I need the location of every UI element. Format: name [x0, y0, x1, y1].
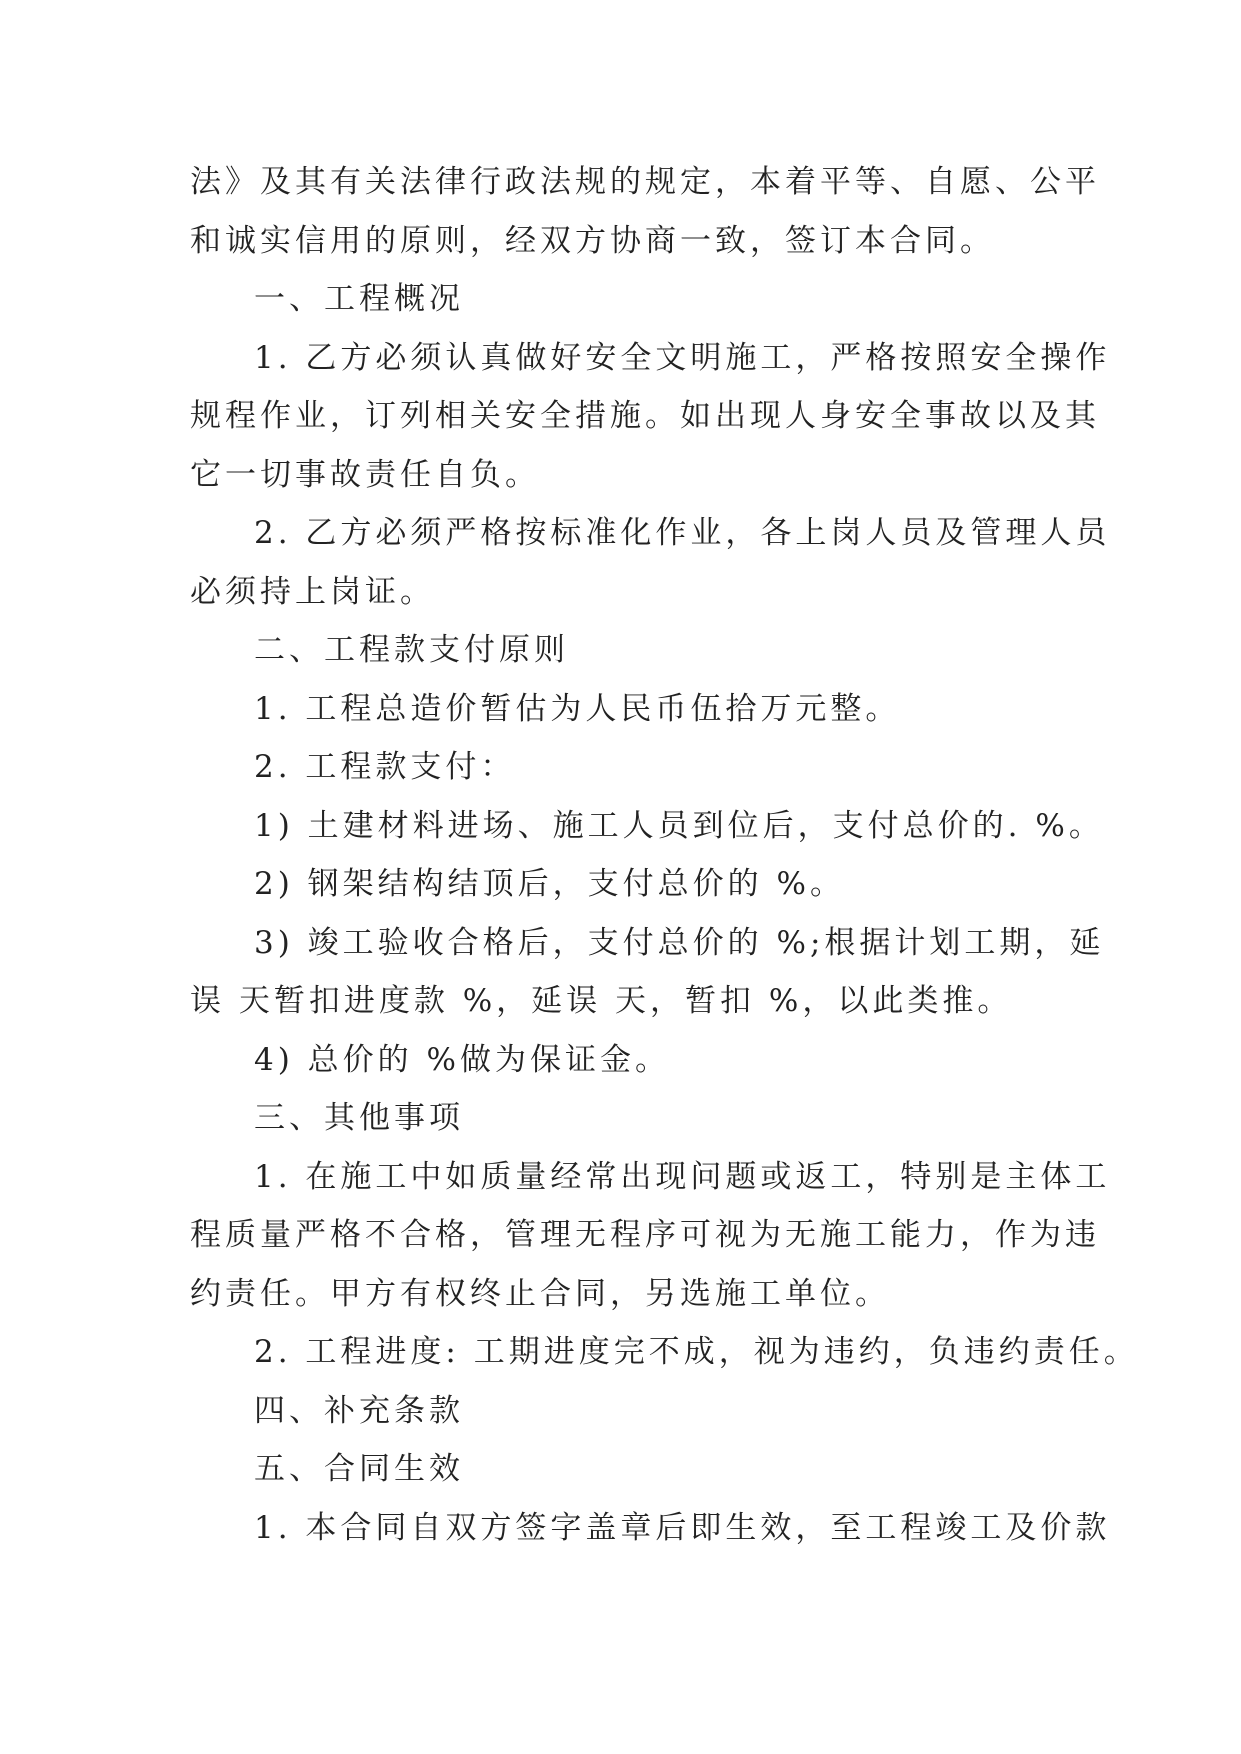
- text-line: 程质量严格不合格，管理无程序可视为无施工能力，作为违: [190, 1217, 1100, 1253]
- text-line: 4) 总价的 %做为保证金。: [254, 1041, 670, 1078]
- section-heading-contract-effectiveness: 五、合同生效: [254, 1451, 464, 1487]
- text-line: 规程作业，订列相关安全措施。如出现人身安全事故以及其: [190, 398, 1100, 434]
- text-line: 约责任。甲方有权终止合同，另选施工单位。: [190, 1275, 890, 1312]
- text-line: 和诚实信用的原则，经双方协商一致，签订本合同。: [190, 222, 995, 259]
- text-line: 1. 本合同自双方签字盖章后即生效，至工程竣工及价款: [254, 1509, 1111, 1546]
- section-heading-payment-principles: 二、工程款支付原则: [254, 632, 569, 668]
- section-heading-supplementary-terms: 四、补充条款: [254, 1392, 464, 1429]
- text-line: 1. 乙方必须认真做好安全文明施工，严格按照安全操作: [254, 339, 1111, 376]
- text-line: 1. 在施工中如质量经常出现问题或返工，特别是主体工: [254, 1158, 1111, 1195]
- text-line: 法》及其有关法律行政法规的规定，本着平等、自愿、公平: [190, 164, 1100, 200]
- contract-body-text: [190, 153, 1139, 1557]
- section-heading-other-matters: 三、其他事项: [254, 1100, 464, 1136]
- text-line: 3) 竣工验收合格后，支付总价的 %;根据计划工期，延: [254, 924, 1105, 961]
- text-line: 2. 工程进度: 工期进度完不成，视为违约，负违约责任。: [254, 1334, 1139, 1370]
- text-line: 它一切事故责任自负。: [190, 456, 540, 493]
- text-line: 1. 工程总造价暂估为人民币伍拾万元整。: [254, 690, 901, 727]
- text-line: 1) 土建材料进场、施工人员到位后，支付总价的. %。: [254, 807, 1104, 844]
- text-line: 2. 工程款支付：: [254, 749, 516, 785]
- text-line: 2. 乙方必须严格按标准化作业，各上岗人员及管理人员: [254, 515, 1111, 551]
- text-line: 误 天暂扣进度款 %，延误 天，暂扣 %，以此类推。: [190, 983, 1013, 1019]
- text-line: 2) 钢架结构结顶后，支付总价的 %。: [254, 866, 845, 902]
- text-line: 必须持上岗证。: [190, 573, 435, 610]
- section-heading-project-overview: 一、工程概况: [254, 281, 464, 317]
